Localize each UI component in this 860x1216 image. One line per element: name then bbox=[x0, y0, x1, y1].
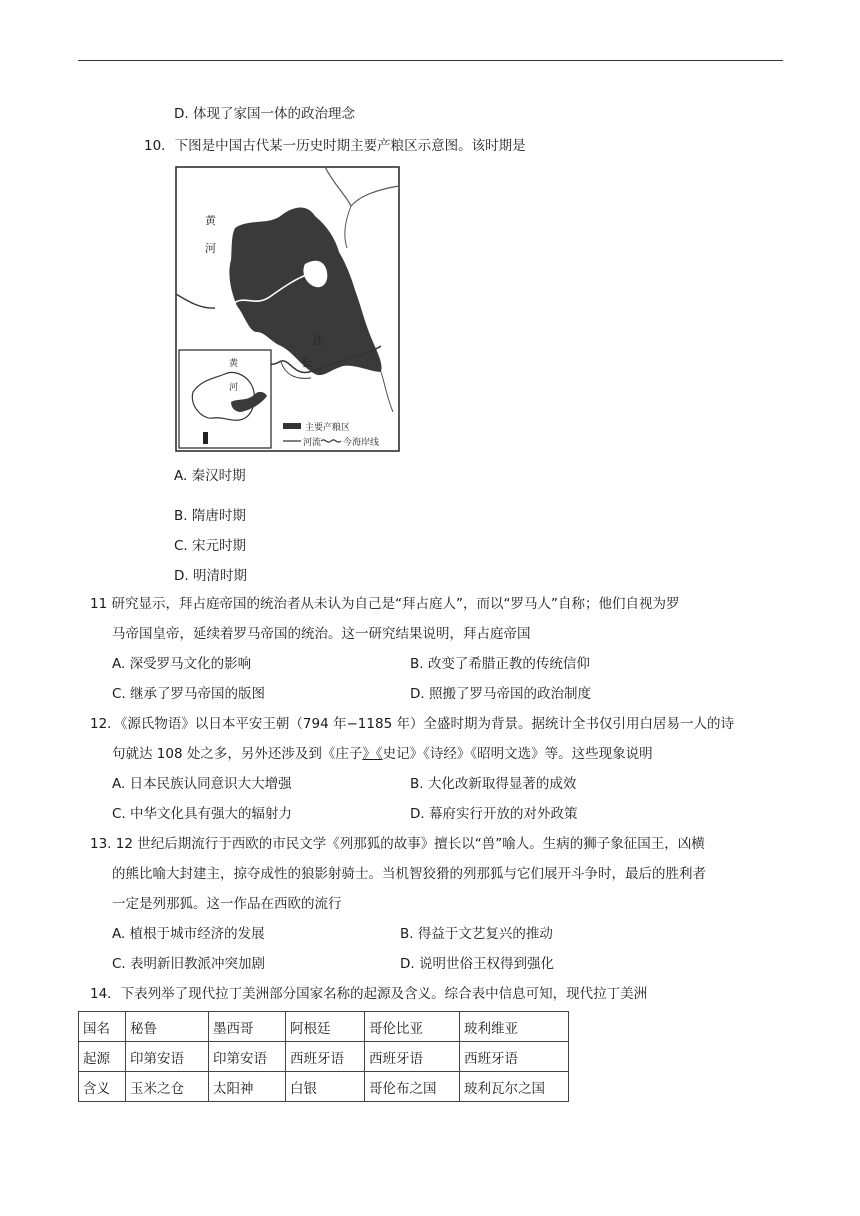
q10-option-c[interactable]: C. 宋元时期 bbox=[174, 538, 247, 554]
q10-stem: 10．下图是中国古代某一历史时期主要产粮区示意图。该时期是 bbox=[144, 138, 526, 154]
q11-option-d[interactable]: D. 照搬了罗马帝国的政治制度 bbox=[410, 686, 591, 702]
table-cell: 西班牙语 bbox=[286, 1042, 365, 1072]
legend-coastline: 今海岸线 bbox=[343, 438, 380, 448]
table-cell: 印第安语 bbox=[126, 1042, 209, 1072]
inset-label-1: 黄 bbox=[229, 359, 239, 369]
table-cell: 墨西哥 bbox=[209, 1012, 286, 1042]
country-name-table bbox=[78, 1011, 569, 1102]
q13-option-b[interactable]: B. 得益于文艺复兴的推动 bbox=[400, 926, 553, 942]
q13-option-c[interactable]: C. 表明新旧教派冲突加剧 bbox=[112, 956, 266, 972]
q11-stem-line1: 11 研究显示，拜占庭帝国的统治者从未认为自己是“拜占庭人”，而以“罗马人”自称；他们自视为罗 bbox=[90, 596, 680, 612]
map-label-huanghe-2: 河 bbox=[205, 242, 216, 255]
legend-grain-area: 主要产粮区 bbox=[305, 423, 351, 433]
q13-stem-line3: 一定是列那狐。这一作品在西欧的流行 bbox=[112, 896, 342, 912]
q10-option-a[interactable]: A. 秦汉时期 bbox=[174, 468, 246, 484]
table-cell: 玻利瓦尔之国 bbox=[460, 1072, 569, 1102]
table-cell: 西班牙语 bbox=[460, 1042, 569, 1072]
table-cell: 秘鲁 bbox=[126, 1012, 209, 1042]
q9-option-d[interactable]: D. 体现了家国一体的政治理念 bbox=[174, 106, 355, 122]
q13-option-d[interactable]: D. 说明世俗王权得到强化 bbox=[400, 956, 554, 972]
table-cell: 玻利维亚 bbox=[460, 1012, 569, 1042]
table-cell: 含义 bbox=[79, 1072, 126, 1102]
q11-stem-line2: 马帝国皇帝，延续着罗马帝国的统治。这一研究结果说明，拜占庭帝国 bbox=[112, 626, 531, 642]
grain-region-map bbox=[175, 166, 400, 452]
map-label-yangtze-1: 江 bbox=[313, 334, 324, 347]
q12-stem-line2: 句就达 108 处之多，另外还涉及到《庄子》《史记》《诗经》《昭明文选》等。这些现象说明 bbox=[112, 746, 653, 762]
table-cell: 玉米之仓 bbox=[126, 1072, 209, 1102]
table-cell: 白银 bbox=[286, 1072, 365, 1102]
map-label-yangtze-2: 长 bbox=[301, 356, 312, 369]
q11-option-b[interactable]: B. 改变了希腊正教的传统信仰 bbox=[410, 656, 590, 672]
table-cell: 起源 bbox=[79, 1042, 126, 1072]
table-cell: 印第安语 bbox=[209, 1042, 286, 1072]
q11-option-c[interactable]: C. 继承了罗马帝国的版图 bbox=[112, 686, 266, 702]
q12-option-c[interactable]: C. 中华文化具有强大的辐射力 bbox=[112, 806, 293, 822]
q13-stem-line1: 13. 12 世纪后期流行于西欧的市民文学《列那狐的故事》擅长以“兽”喻人。生病的狮子象征国王，凶横 bbox=[90, 836, 705, 852]
table-header-row bbox=[79, 1012, 569, 1042]
table-cell: 哥伦布之国 bbox=[365, 1072, 460, 1102]
q10-option-d[interactable]: D. 明清时期 bbox=[174, 568, 247, 584]
q12-stem-line1: 12．《源氏物语》以日本平安王朝（794 年−1185 年）全盛时期为背景。据统计全书仅引用白居易一人的诗 bbox=[90, 716, 734, 732]
q13-option-a[interactable]: A. 植根于城市经济的发展 bbox=[112, 926, 265, 942]
q12-option-a[interactable]: A. 日本民族认同意识大大增强 bbox=[112, 776, 292, 792]
q12-option-d[interactable]: D. 幕府实行开放的对外政策 bbox=[410, 806, 578, 822]
table-cell: 哥伦比亚 bbox=[365, 1012, 460, 1042]
q13-stem-line2: 的熊比喻大封建主，掠夺成性的狼影射骑士。当机智狡猾的列那狐与它们展开斗争时，最后的胜利者 bbox=[112, 866, 706, 882]
inset-label-2: 河 bbox=[229, 383, 239, 393]
q12-option-b[interactable]: B. 大化改新取得显著的成效 bbox=[410, 776, 577, 792]
table-cell: 阿根廷 bbox=[286, 1012, 365, 1042]
table-cell: 太阳神 bbox=[209, 1072, 286, 1102]
table-row bbox=[79, 1042, 569, 1072]
table-cell: 西班牙语 bbox=[365, 1042, 460, 1072]
header-rule bbox=[78, 60, 783, 61]
map-label-huanghe-1: 黄 bbox=[205, 214, 216, 227]
table-row bbox=[79, 1072, 569, 1102]
table-cell: 国名 bbox=[79, 1012, 126, 1042]
q10-option-b[interactable]: B. 隋唐时期 bbox=[174, 508, 246, 524]
legend-river: 河流 bbox=[303, 438, 322, 448]
q14-stem: 14．下表列举了现代拉丁美洲部分国家名称的起源及含义。综合表中信息可知，现代拉丁美洲 bbox=[90, 986, 648, 1002]
q11-option-a[interactable]: A. 深受罗马文化的影响 bbox=[112, 656, 252, 672]
